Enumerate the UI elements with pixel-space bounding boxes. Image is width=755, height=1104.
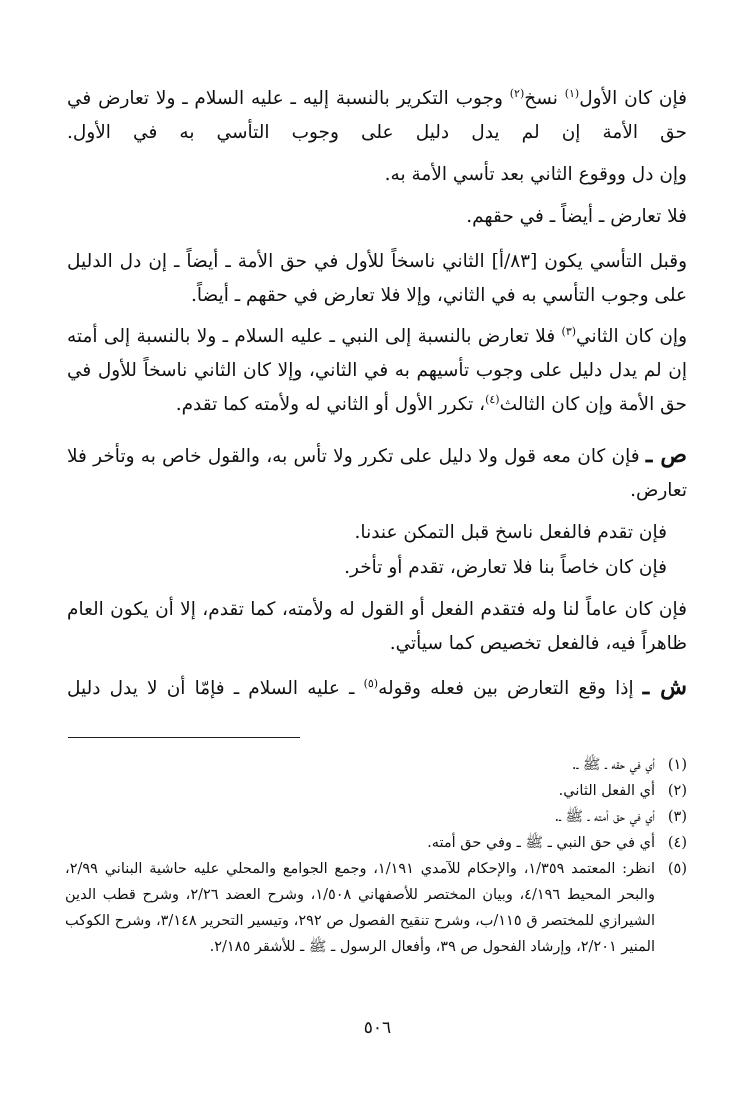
- footnote-ref-2[interactable]: (٢): [509, 86, 525, 100]
- footnote-3: (٣) أي في حق أمته ـ ﷺ ـ.: [554, 809, 687, 825]
- footnote-2: (٢) أي الفعل الثاني.: [558, 783, 687, 799]
- paragraph-6: ص ـ فإن كان معه قول ولا دليل على تكرر ولا تأس به، والقول خاص به وتأخر فلا تعارض.: [67, 442, 687, 501]
- paragraph-7: فإن تقدم فالفعل ناسخ قبل التمكن عندنا.: [354, 522, 667, 543]
- section-marker-shin: ش ـ: [642, 674, 687, 700]
- paragraph-5: وإن كان الثاني$^{(٣)}$ فلا تعارض بالنسبة إلى النبي ـ عليه السلام ـ ولا بالنسبة إلى أمته إن لم يدل دليل على وجوب تأسيهم به في الثاني، وإلا كان الثاني ناسخاً للأول في حق الأمة وإن كان الثالث$^{(٤)}$، تكرر الأول أو الثاني له ولأمته كما تقدم.: [67, 324, 687, 415]
- page-number: ٥٠٦: [363, 1018, 392, 1038]
- paragraph-10: ش ـ إذا وقع التعارض بين فعله وقوله$^{(٥)}$ ـ عليه السلام ـ فإمّا أن لا يدل دليل: [67, 674, 687, 700]
- section-marker-sad: ص ـ: [645, 442, 687, 468]
- footnote-4: (٤) أي في حق النبي ـ ﷺ ـ وفي حق أمته.: [427, 835, 687, 851]
- footnote-ref-5[interactable]: (٥): [363, 676, 379, 690]
- paragraph-3: فلا تعارض ـ أيضاً ـ في حقهم.: [466, 206, 687, 227]
- footnote-1: (١) أي في حقه ـ ﷺ ـ.: [571, 757, 687, 773]
- paragraph-1: فإن كان الأول$^{(١)}$ نسخ$^{(٢)}$ وجوب التكرير بالنسبة إليه ـ عليه السلام ـ ولا تعارض في حق الأمة إن لم يدل دليل على وجوب التأسي به في الأول.: [67, 86, 687, 143]
- footnote-ref-3[interactable]: (٣): [561, 324, 577, 338]
- footnote-divider: [68, 737, 300, 738]
- paragraph-9: فإن كان عاماً لنا وله فتقدم الفعل أو القول له ولأمته، كما تقدم، إلا أن يكون العام ظاهراً فيه، فالفعل تخصيص كما سيأتي.: [67, 599, 687, 654]
- paragraph-8: فإن كان خاصاً بنا فلا تعارض، تقدم أو تأخر.: [344, 557, 667, 578]
- paragraph-4: وقبل التأسي يكون [٨٣/أ] الثاني ناسخاً للأول في حق الأمة ـ أيضاً ـ إن دل الدليل على وجوب التأسي به في الثاني، وإلا فلا تعارض في حقهم ـ أيضاً.: [67, 251, 687, 306]
- footnote-ref-4[interactable]: (٤): [485, 392, 500, 406]
- footnote-ref-1[interactable]: (١): [564, 86, 580, 100]
- paragraph-2: وإن دل ووقوع الثاني بعد تأسي الأمة به.: [384, 164, 687, 185]
- footnote-5: (٥) انظر: المعتمد ١/٣٥٩، والإحكام للآمدي ١/١٩١، وجمع الجوامع والمحلي عليه حاشية البناني ٢/٩٩، والبحر المحيط ٤/١٩٦، وبيان المختصر للأصفهاني ١/٥٠٨، وشرح العضد ٢/٢٦، وشرح قطب الدين الشيرازي للمختصر ق ١١٥/ب، وشرح تنقيح الفصول ص ٢٩٢، وتيسير التحرير ٣/١٤٨، وشرح الكوكب المنير ٢/٢٠١، وإرشاد الفحول ص ٣٩، وأفعال الرسول ـ ﷺ ـ للأشقر ٢/١٨٥.: [65, 861, 687, 955]
